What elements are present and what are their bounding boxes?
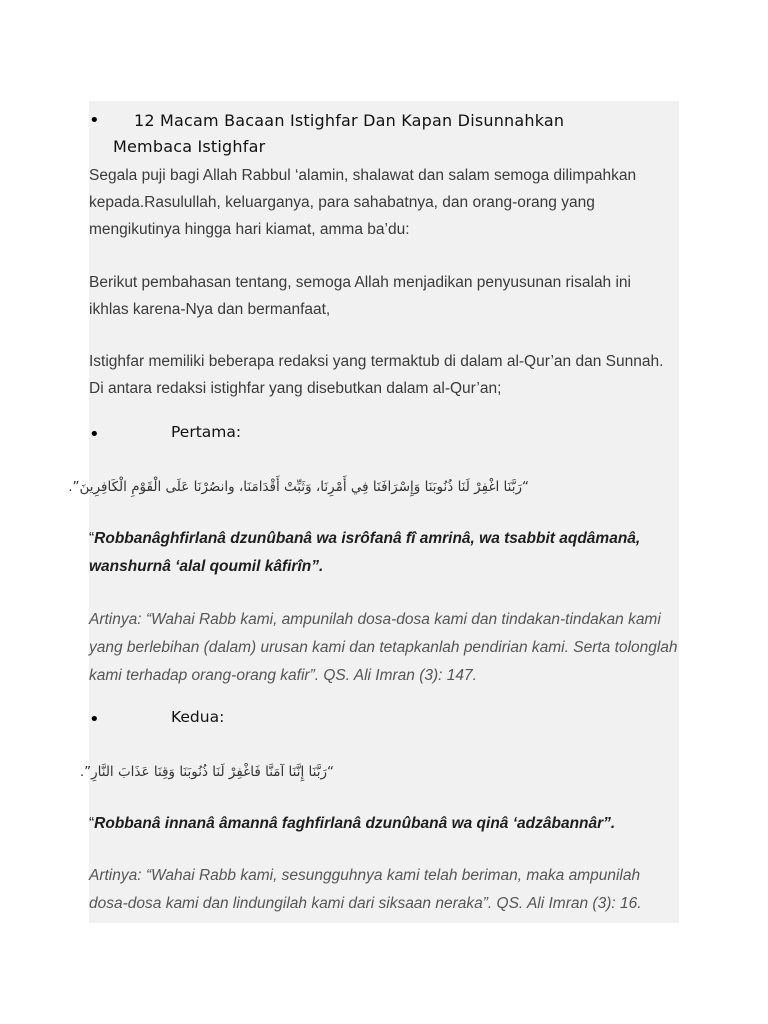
open-quote: “: [89, 815, 95, 832]
intro-paragraph: Segala puji bagi Allah Rabbul ‘alamin, shalawat dan salam semoga dilimpahkan kepada.Rasulullah, keluarganya, para sahabatnya, dan orang-orang yang mengikutinya hingga hari kiamat, amma ba’du:: [89, 167, 637, 238]
section-bullet: •: [89, 424, 100, 445]
transliteration-text: Robbanâ innanâ âmannâ faghfirlanâ dzunûbanâ wa qinâ ‘adzâbannâr”.: [94, 815, 616, 832]
section-bullet: •: [89, 709, 100, 730]
translation: Artinya: “Wahai Rabb kami, ampunilah dosa-dosa kami dan tindakan-tindakan kami yang berlebihan (dalam) urusan kami dan tetapkanlah pendirian kami. Serta tolonglah kami terhadap orang-orang kafir”. QS. Ali Imran (3): 147.: [89, 611, 678, 684]
transliteration: [89, 810, 679, 838]
arabic-verse: “رَبَّنَا إِنَّنَا آمَنَّا فَاغْفِرْ لَنَا ذُنُوبَنَا وَقِنَا عَذَابَ النَّارِ”.: [79, 764, 334, 780]
section-heading-kedua: [171, 708, 224, 726]
section-colon: :: [235, 423, 242, 441]
section-colon: :: [219, 708, 225, 726]
page-title-line1: 12 Macam Bacaan Istighfar Dan Kapan Disunnahkan: [134, 111, 565, 130]
translation: Artinya: “Wahai Rabb kami, sesungguhnya kami telah beriman, maka ampunilah dosa-dosa kami dan lindungilah kami dari siksaan neraka”. QS. Ali Imran (3): 16.: [89, 867, 642, 912]
berikut-paragraph: Berikut pembahasan tentang, semoga Allah menjadikan penyusunan risalah ini ikhlas karena-Nya dan bermanfaat,: [89, 274, 631, 318]
istighfar-paragraph: Istighfar memiliki beberapa redaksi yang termaktub di dalam al-Qur’an dan Sunnah. Di antara redaksi istighfar yang disebutkan dalam al-Qur’an;: [89, 353, 664, 397]
document-page: [68, 101, 679, 923]
section-label: Kedua: [171, 708, 220, 726]
transliteration: [89, 525, 679, 581]
section-label: Pertama: [171, 423, 236, 441]
title-bullet: •: [89, 110, 100, 131]
transliteration-text: Robbanâghfirlanâ dzunûbanâ wa isrôfanâ fî amrinâ, wa tsabbit aqdâmanâ, wanshurnâ ‘alal qoumil kâfirîn”.: [89, 530, 641, 575]
section-heading-pertama: [171, 423, 241, 441]
arabic-verse: “رَبَّنَا اغْفِرْ لَنَا ذُنُوبَنَا وَإِسْرَافَنَا فِي أَمْرِنَا، وَثَبِّتْ أَقْدَامَنَا، وانصُرْنَا عَلَى الْقَوْمِ الْكَافِرِينَ”.: [68, 479, 529, 495]
open-quote: “: [89, 530, 95, 547]
page-title-line2: Membaca Istighfar: [113, 137, 266, 156]
